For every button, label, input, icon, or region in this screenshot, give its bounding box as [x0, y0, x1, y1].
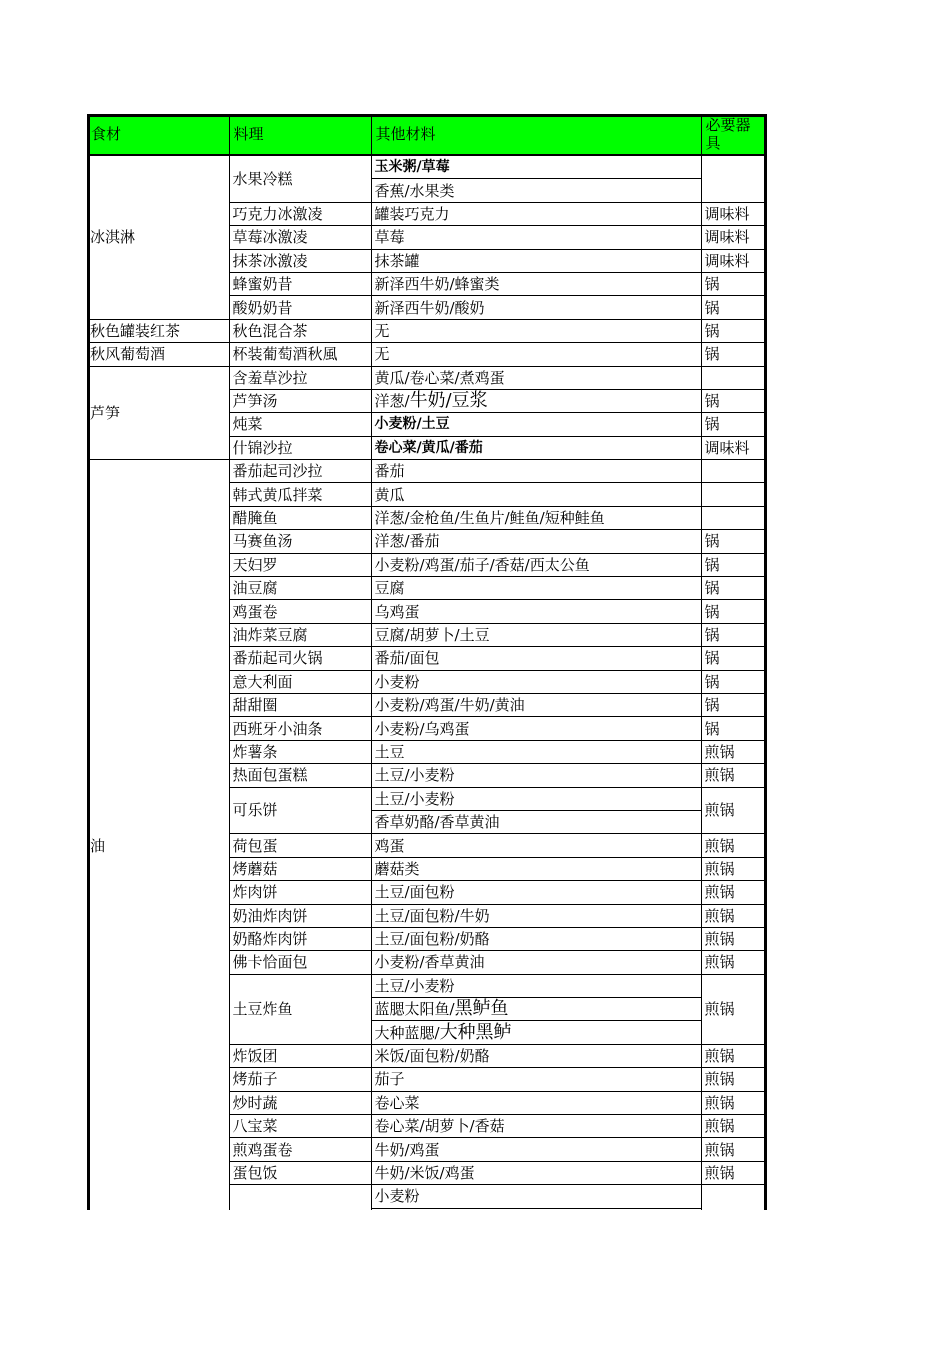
materials-cell: 卷心菜/黄瓜/番茄 [371, 436, 701, 459]
tool-cell: 煎锅 [701, 1115, 767, 1138]
dish-cell: 烤蘑菇 [229, 857, 371, 880]
materials-cell: 番茄 [371, 460, 701, 483]
materials-cell: 小麦粉/鸡蛋/牛奶/黄油 [371, 693, 701, 716]
materials-cell: 罐装巧克力 [371, 202, 701, 225]
header-materials: 其他材料 [371, 114, 701, 155]
materials-cell: 香蕉/水果类 [371, 179, 701, 202]
dish-cell: 油炸菜豆腐 [229, 623, 371, 646]
dish-cell: 炸饭团 [229, 1044, 371, 1067]
table-row [87, 155, 767, 179]
table-row [87, 366, 767, 389]
ingredient-cell: 油 [87, 460, 229, 1210]
dish-cell: 草莓冰激凌 [229, 226, 371, 249]
tool-cell: 锅 [701, 670, 767, 693]
materials-cell [371, 1208, 701, 1210]
table-row [87, 343, 767, 366]
materials-cell: 土豆/小麦粉 [371, 787, 701, 810]
tool-cell: 锅 [701, 623, 767, 646]
tool-cell: 调味料 [701, 226, 767, 249]
tool-cell [701, 366, 767, 389]
tool-cell: 锅 [701, 600, 767, 623]
dish-cell: 含羞草沙拉 [229, 366, 371, 389]
materials-cell: 土豆/面包粉 [371, 881, 701, 904]
materials-cell: 土豆/小麦粉 [371, 974, 701, 997]
dish-cell: 奶酪炸肉饼 [229, 927, 371, 950]
header-row [87, 114, 767, 155]
materials-cell: 洋葱/牛奶/豆浆 [371, 389, 701, 412]
tool-cell: 煎锅 [701, 764, 767, 787]
dish-cell: 炸薯条 [229, 740, 371, 763]
dish-cell: 蛋包饭 [229, 1161, 371, 1184]
dish-cell: 八宝菜 [229, 1115, 371, 1138]
materials-cell: 小麦粉/土豆 [371, 413, 701, 436]
tool-cell [701, 483, 767, 506]
materials-cell: 黄瓜 [371, 483, 701, 506]
tool-cell [701, 1185, 767, 1210]
tool-cell: 锅 [701, 272, 767, 295]
materials-cell: 鸡蛋 [371, 834, 701, 857]
tool-cell: 煎锅 [701, 904, 767, 927]
materials-cell: 蓝腮太阳鱼/黑鲈鱼 [371, 998, 701, 1021]
tool-cell: 锅 [701, 319, 767, 342]
dish-cell: 秋色混合茶 [229, 319, 371, 342]
dish-cell: 甜甜圈 [229, 693, 371, 716]
materials-cell: 抹茶罐 [371, 249, 701, 272]
dish-cell: 土豆炸鱼 [229, 974, 371, 1044]
tool-cell: 锅 [701, 693, 767, 716]
tool-cell: 煎锅 [701, 1068, 767, 1091]
dish-cell: 番茄起司火锅 [229, 647, 371, 670]
materials-cell: 黄瓜/卷心菜/煮鸡蛋 [371, 366, 701, 389]
dish-cell: 佛卡恰面包 [229, 951, 371, 974]
material-large-text: 牛奶/豆浆 [409, 390, 488, 412]
dish-cell: 水果冷糕 [229, 155, 371, 202]
materials-cell: 小麦粉 [371, 1185, 701, 1208]
materials-cell: 豆腐/胡萝卜/土豆 [371, 623, 701, 646]
materials-cell: 新泽西牛奶/酸奶 [371, 296, 701, 319]
materials-cell: 香草奶酪/香草黄油 [371, 810, 701, 833]
dish-cell: 炸肉饼 [229, 881, 371, 904]
tool-cell: 锅 [701, 577, 767, 600]
materials-cell: 玉米粥/草莓 [371, 155, 701, 179]
ingredient-cell: 芦笋 [87, 366, 229, 460]
recipe-table [87, 114, 767, 1210]
tool-cell: 煎锅 [701, 1044, 767, 1067]
dish-cell: 番茄起司沙拉 [229, 460, 371, 483]
dish-cell: 烤茄子 [229, 1068, 371, 1091]
dish-cell: 马赛鱼汤 [229, 530, 371, 553]
materials-cell: 无 [371, 343, 701, 366]
tool-cell [701, 506, 767, 529]
dish-cell: 炖菜 [229, 413, 371, 436]
materials-cell: 无 [371, 319, 701, 342]
materials-cell: 米饭/面包粉/奶酪 [371, 1044, 701, 1067]
material-large-text: 大种黑鲈 [439, 1021, 512, 1043]
tool-cell [701, 155, 767, 202]
materials-cell: 土豆/面包粉/奶酪 [371, 927, 701, 950]
ingredient-cell: 冰淇淋 [87, 155, 229, 319]
dish-cell: 天妇罗 [229, 553, 371, 576]
tool-cell: 调味料 [701, 436, 767, 459]
dish-cell: 荷包蛋 [229, 834, 371, 857]
materials-cell: 土豆/面包粉/牛奶 [371, 904, 701, 927]
materials-cell: 土豆/小麦粉 [371, 764, 701, 787]
tool-cell: 煎锅 [701, 1161, 767, 1184]
ingredient-cell: 秋风葡萄酒 [87, 343, 229, 366]
tool-cell: 煎锅 [701, 927, 767, 950]
materials-cell: 洋葱/番茄 [371, 530, 701, 553]
dish-cell: 杯装葡萄酒秋風 [229, 343, 371, 366]
dish-cell: 煎鸡蛋卷 [229, 1138, 371, 1161]
dish-cell: 什锦沙拉 [229, 436, 371, 459]
dish-cell: 热面包蛋糕 [229, 764, 371, 787]
tool-cell: 锅 [701, 530, 767, 553]
materials-cell: 土豆 [371, 740, 701, 763]
materials-cell: 草莓 [371, 226, 701, 249]
materials-cell: 乌鸡蛋 [371, 600, 701, 623]
dish-cell: 酸奶奶昔 [229, 296, 371, 319]
materials-cell: 小麦粉/鸡蛋/茄子/香菇/西太公鱼 [371, 553, 701, 576]
header-dish: 料理 [229, 114, 371, 155]
tool-cell: 锅 [701, 413, 767, 436]
tool-cell: 锅 [701, 717, 767, 740]
dish-cell: 巧克力冰激凌 [229, 202, 371, 225]
tool-cell: 煎锅 [701, 881, 767, 904]
materials-cell: 大种蓝腮/大种黑鲈 [371, 1021, 701, 1044]
table-body [87, 155, 767, 1210]
dish-cell: 韩式黄瓜拌菜 [229, 483, 371, 506]
tool-cell: 煎锅 [701, 787, 767, 834]
dish-cell: 西班牙小油条 [229, 717, 371, 740]
tool-cell: 调味料 [701, 249, 767, 272]
materials-cell: 茄子 [371, 1068, 701, 1091]
tool-cell: 煎锅 [701, 834, 767, 857]
tool-cell: 煎锅 [701, 974, 767, 1044]
materials-cell: 豆腐 [371, 577, 701, 600]
dish-cell: 可乐饼 [229, 787, 371, 834]
recipe-sheet [87, 114, 767, 1210]
table-row [87, 319, 767, 342]
tool-cell: 锅 [701, 389, 767, 412]
header-tools: 必要器具 [701, 114, 767, 155]
dish-cell: 醋腌鱼 [229, 506, 371, 529]
tool-cell: 煎锅 [701, 951, 767, 974]
dish-cell [229, 1185, 371, 1210]
materials-cell: 卷心菜 [371, 1091, 701, 1114]
materials-cell: 小麦粉/乌鸡蛋 [371, 717, 701, 740]
dish-cell: 奶油炸肉饼 [229, 904, 371, 927]
materials-cell: 小麦粉 [371, 670, 701, 693]
dish-cell: 油豆腐 [229, 577, 371, 600]
dish-cell: 意大利面 [229, 670, 371, 693]
materials-cell: 洋葱/金枪鱼/生鱼片/鲑鱼/短种鲑鱼 [371, 506, 701, 529]
tool-cell: 调味料 [701, 202, 767, 225]
dish-cell: 鸡蛋卷 [229, 600, 371, 623]
materials-cell: 牛奶/米饭/鸡蛋 [371, 1161, 701, 1184]
table-row [87, 460, 767, 483]
tool-cell: 锅 [701, 296, 767, 319]
materials-cell: 小麦粉/香草黄油 [371, 951, 701, 974]
tool-cell: 煎锅 [701, 1091, 767, 1114]
tool-cell: 锅 [701, 343, 767, 366]
dish-cell: 蜂蜜奶昔 [229, 272, 371, 295]
tool-cell: 锅 [701, 553, 767, 576]
ingredient-cell: 秋色罐装红茶 [87, 319, 229, 342]
header-ingredient: 食材 [87, 114, 229, 155]
dish-cell: 芦笋汤 [229, 389, 371, 412]
tool-cell: 锅 [701, 647, 767, 670]
dish-cell: 炒时蔬 [229, 1091, 371, 1114]
materials-cell: 卷心菜/胡萝卜/香菇 [371, 1115, 701, 1138]
tool-cell: 煎锅 [701, 1138, 767, 1161]
tool-cell: 煎锅 [701, 857, 767, 880]
material-large-text: 黑鲈鱼 [454, 998, 509, 1020]
tool-cell: 煎锅 [701, 740, 767, 763]
materials-cell: 牛奶/鸡蛋 [371, 1138, 701, 1161]
tool-cell [701, 460, 767, 483]
dish-cell: 抹茶冰激凌 [229, 249, 371, 272]
materials-cell: 新泽西牛奶/蜂蜜类 [371, 272, 701, 295]
materials-cell: 蘑菇类 [371, 857, 701, 880]
materials-cell: 番茄/面包 [371, 647, 701, 670]
